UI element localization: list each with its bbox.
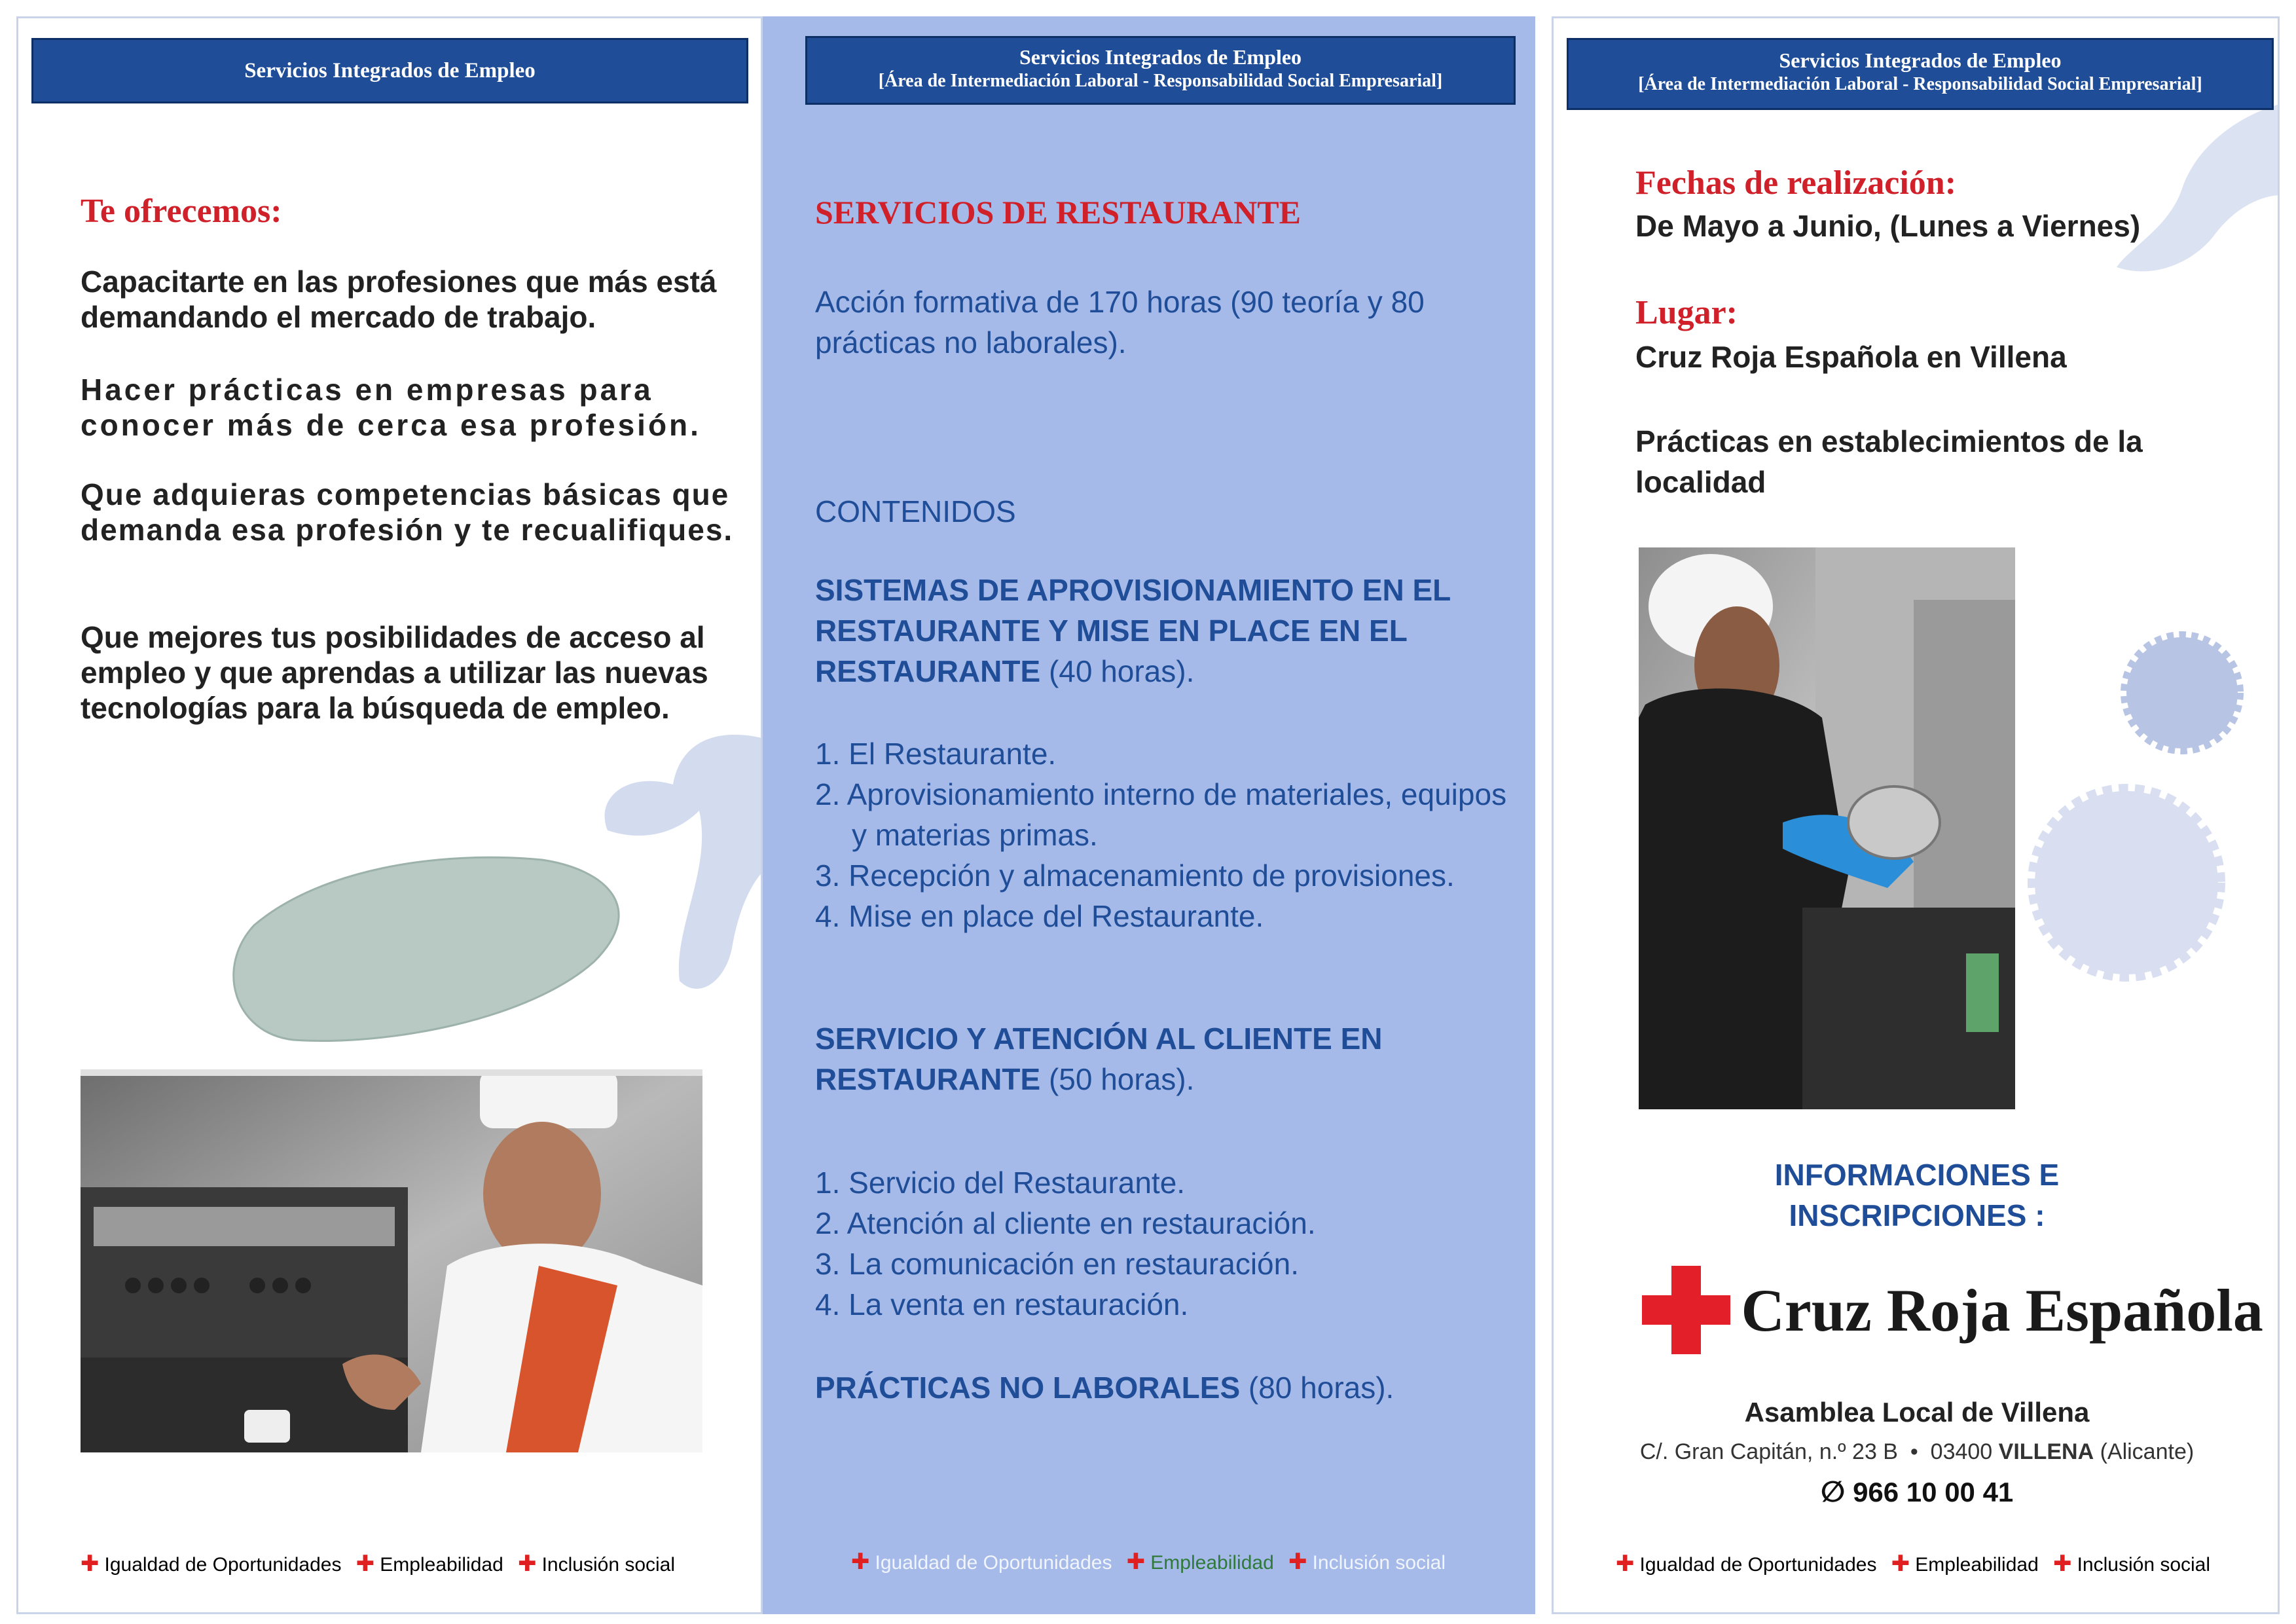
footer-item: Igualdad de Oportunidades: [875, 1552, 1112, 1574]
address-city: VILLENA: [1998, 1439, 2094, 1464]
address: [1613, 1439, 2221, 1465]
header-subtext: [Área de Intermediación Laboral - Responsabilidad Social Empresarial]: [878, 71, 1443, 91]
footer-item: Empleabilidad: [1150, 1552, 1274, 1574]
header-banner: [805, 36, 1516, 105]
footer-values: [81, 1551, 675, 1577]
list-item: 4. La venta en restauración.: [815, 1287, 1189, 1321]
org-logo: [1642, 1266, 2263, 1357]
assembly-name: Asamblea Local de Villena: [1744, 1397, 2090, 1428]
dates-value: De Mayo a Junio, (Lunes a Viernes): [1635, 209, 2141, 243]
module-3-title: PRÁCTICAS NO LABORALES: [815, 1371, 1241, 1405]
course-intro: Acción formativa de 170 horas (90 teoría y 80 prácticas no laborales).: [815, 285, 1425, 360]
footer-item: Igualdad de Oportunidades: [1639, 1554, 1877, 1576]
module-3-hours: (80 horas).: [1248, 1371, 1394, 1405]
footer-item: Igualdad de Oportunidades: [104, 1554, 342, 1576]
red-cross-icon: ✚: [1126, 1549, 1146, 1574]
footer-item: Empleabilidad: [1915, 1554, 2039, 1576]
red-cross-icon: ✚: [81, 1551, 100, 1576]
header-text: Servicios Integrados de Empleo: [1779, 48, 2062, 72]
contents-label: CONTENIDOS: [815, 494, 1016, 528]
footer-item: Empleabilidad: [380, 1554, 503, 1576]
offer-paragraph-3: Que adquieras competencias básicas que demanda esa profesión y te recualifiques.: [81, 477, 734, 547]
module-2-heading: [815, 1018, 1496, 1099]
module-1-title: SISTEMAS DE APROVISIONAMIENTO EN EL RESTAURANTE Y MISE EN PLACE EN EL RESTAURANTE: [815, 573, 1451, 688]
red-cross-icon: ✚: [1891, 1551, 1910, 1576]
header-banner: [31, 38, 748, 103]
module-1-hours: (40 horas).: [1048, 654, 1195, 688]
list-item: 4. Mise en place del Restaurante.: [815, 899, 1264, 933]
phone: [1652, 1475, 2182, 1509]
red-cross-icon: ✚: [518, 1551, 537, 1576]
section-title: Te ofrecemos:: [81, 193, 282, 230]
module-1-heading: [815, 570, 1496, 692]
offer-paragraph-4: Que mejores tus posibilidades de acceso al empleo y que aprendas a utilizar las nuevas tecnologías para la búsqueda de empleo.: [81, 620, 708, 725]
module-2-title: SERVICIO Y ATENCIÓN AL CLIENTE EN RESTAURANTE: [815, 1022, 1383, 1096]
address-street: C/. Gran Capitán, n.º 23 B • 03400: [1639, 1439, 1999, 1464]
red-cross-icon: ✚: [1616, 1551, 1635, 1576]
panel-left: [16, 16, 763, 1614]
footer-values: [1616, 1551, 2210, 1577]
photo-cook-kitchen: [1639, 547, 2015, 1109]
header-text: Servicios Integrados de Empleo: [244, 59, 536, 83]
red-cross-icon: ✚: [355, 1551, 375, 1576]
module-1-list: [815, 733, 1522, 936]
footer-item: Inclusión social: [541, 1554, 676, 1576]
footer-values: [851, 1549, 1446, 1575]
red-cross-icon: ✚: [2053, 1551, 2072, 1576]
footer-item: Inclusión social: [2077, 1554, 2211, 1576]
list-item: 1. Servicio del Restaurante.: [815, 1166, 1186, 1200]
info-title: INFORMACIONES E INSCRIPCIONES :: [1774, 1158, 2060, 1232]
list-item: 3. Recepción y almacenamiento de provisiones.: [815, 858, 1455, 893]
place-value: Cruz Roja Española en Villena: [1635, 340, 2067, 374]
list-item: 2. Aprovisionamiento interno de materiales, equipos y materias primas.: [815, 777, 1507, 852]
course-title: SERVICIOS DE RESTAURANTE: [815, 194, 1301, 231]
red-cross-icon: [1642, 1266, 1730, 1354]
org-name: Cruz Roja Española: [1741, 1276, 2263, 1344]
dates-label: Fechas de realización:: [1635, 164, 1957, 202]
list-item: 1. El Restaurante.: [815, 737, 1057, 771]
module-2-hours: (50 horas).: [1048, 1062, 1195, 1096]
footer-item: Inclusión social: [1312, 1552, 1446, 1574]
place-label: Lugar:: [1635, 294, 1738, 331]
list-item: 3. La comunicación en restauración.: [815, 1247, 1299, 1281]
list-item: 2. Atención al cliente en restauración.: [815, 1206, 1316, 1240]
module-3-heading: [815, 1367, 1496, 1408]
red-cross-icon: ✚: [1288, 1549, 1307, 1574]
offer-paragraph-1: Capacitarte en las profesiones que más está demandando el mercado de trabajo.: [81, 265, 717, 334]
header-text: Servicios Integrados de Empleo: [1019, 45, 1302, 69]
practices-text: Prácticas en establecimientos de la localidad: [1635, 424, 2143, 499]
red-cross-icon: ✚: [851, 1549, 870, 1574]
address-province: (Alicante): [2094, 1439, 2195, 1464]
panel-right: [1552, 16, 2280, 1614]
header-banner: [1567, 38, 2274, 110]
header-subtext: [Área de Intermediación Laboral - Responsabilidad Social Empresarial]: [1638, 74, 2202, 94]
phone-icon: ∅: [1820, 1476, 1846, 1508]
photo-chef-coffee: [81, 1069, 702, 1452]
offer-paragraph-2: Hacer prácticas en empresas para conocer más de cerca esa profesión.: [81, 373, 701, 442]
panel-middle: [763, 16, 1535, 1614]
module-2-list: [815, 1162, 1522, 1325]
phone-number: 966 10 00 41: [1853, 1477, 2014, 1507]
